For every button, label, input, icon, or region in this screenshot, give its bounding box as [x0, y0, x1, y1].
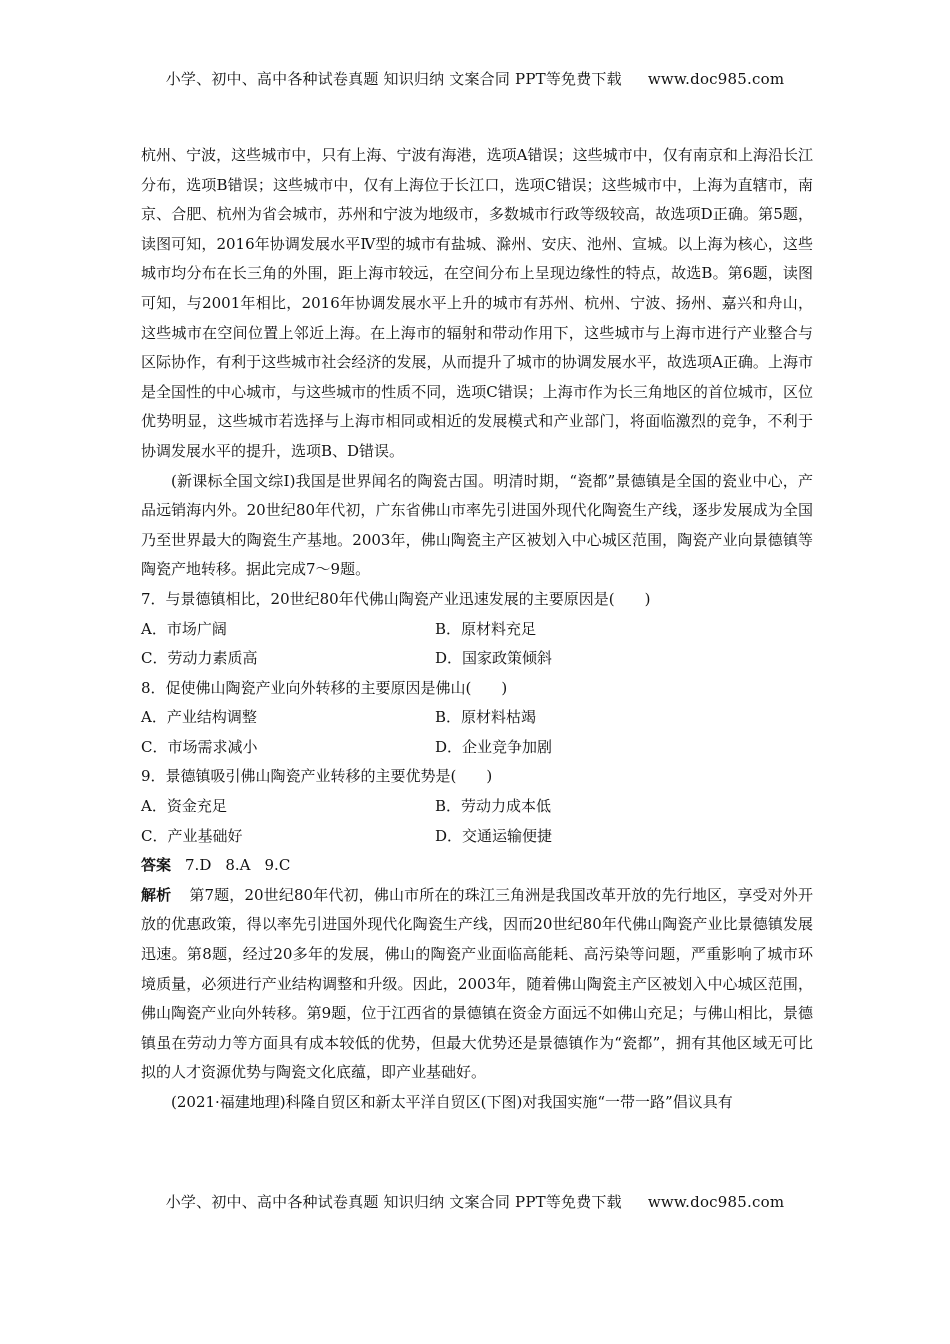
option-b: B．劳动力成本低: [435, 797, 552, 816]
analysis-text: 第7题，20世纪80年代初，佛山市所在的珠江三角洲是我国改革开放的先行地区，享受对外开放的优惠政策，得以率先引进国外现代化陶瓷生产线，因而20世纪80年代佛山陶瓷产业比景德镇发展迅速。第8题，经过20多年的发展，佛山的陶瓷产业面临高能耗、高污染等问题，严重影响了城市环境质量，必须进行产业结构调整和升级。因此，2003年，随着佛山陶瓷主产区被划入中心城区范围，佛山陶瓷产业向外转移。第9题，位于江西省的景德镇在资金方面远不如佛山充足；与佛山相比，景德镇虽在劳动力等方面具有成本较低的优势，但最大优势还是景德镇作为“瓷都”，拥有其他区域无可比拟的人才资源优势与陶瓷文化底蕴，即产业基础好。: [141, 885, 813, 1082]
header-text: 小学、初中、高中各种试卷真题 知识归纳 文案合同 PPT等免费下载: [165, 70, 622, 88]
option-a: A．产业结构调整: [141, 708, 257, 727]
option-row: [141, 703, 813, 733]
question-7: [141, 585, 813, 674]
option-c: C．市场需求减小: [141, 737, 258, 756]
question-stem: 9．景德镇吸引佛山陶瓷产业转移的主要优势是( ): [141, 767, 493, 786]
option-b: B．原材料充足: [435, 619, 537, 638]
answer-item: 7.D: [185, 856, 212, 875]
option-row: [141, 733, 813, 763]
option-c: C．产业基础好: [141, 826, 243, 845]
option-a: A．资金充足: [141, 797, 227, 816]
question-8: [141, 674, 813, 763]
material-paragraph: (新课标全国文综Ⅰ)我国是世界闻名的陶瓷古国。明清时期，“瓷都”景德镇是全国的瓷业中心，产品远销海内外。20世纪80年代初，广东省佛山市率先引进国外现代化陶瓷生产线，逐步发展成为全国乃至世界最大的陶瓷生产基地。2003年，佛山陶瓷主产区被划入中心城区范围，陶瓷产业向景德镇等陶瓷产地转移。据此完成7～9题。: [141, 471, 813, 579]
question-stem: 8．促使佛山陶瓷产业向外转移的主要原因是佛山( ): [141, 678, 508, 697]
option-d: D．交通运输便捷: [435, 826, 553, 845]
option-row: [141, 615, 813, 645]
option-row: [141, 792, 813, 822]
header-site-link[interactable]: www.doc985.com: [647, 70, 785, 88]
next-material-paragraph: (2021·福建地理)科隆自贸区和新太平洋自贸区(下图)对我国实施“一带一路”倡议具有: [171, 1093, 733, 1111]
option-d: D．企业竞争加剧: [435, 737, 553, 756]
footer-site-link[interactable]: www.doc985.com: [647, 1193, 785, 1211]
analysis-paragraph: [141, 881, 813, 1088]
question-9: [141, 762, 813, 851]
answer-item: 9.C: [264, 856, 291, 875]
page-footer: [0, 1191, 950, 1212]
answer-item: 8.A: [225, 856, 251, 875]
page-header: [0, 68, 950, 89]
footer-text: 小学、初中、高中各种试卷真题 知识归纳 文案合同 PPT等免费下载: [165, 1193, 622, 1211]
option-a: A．市场广阔: [141, 619, 227, 638]
answer-line: [141, 851, 813, 881]
option-row: [141, 822, 813, 852]
document-body: [141, 141, 813, 1118]
analysis-continuation: 杭州、宁波，这些城市中，只有上海、宁波有海港，选项A错误；这些城市中，仅有南京和上海沿长江分布，选项B错误；这些城市中，仅有上海位于长江口，选项C错误；这些城市中，上海为直辖市，南京、合肥、杭州为省会城市，苏州和宁波为地级市，多数城市行政等级较高，故选项D正确。第5题，读图可知，2016年协调发展水平Ⅳ型的城市有盐城、滁州、安庆、池州、宣城。以上海为核心，这些城市均分布在长三角的外围，距上海市较远，在空间分布上呈现边缘性的特点，故选B。第6题，读图可知，与2001年相比，2016年协调发展水平上升的城市有苏州、杭州、宁波、扬州、嘉兴和舟山，这些城市在空间位置上邻近上海。在上海市的辐射和带动作用下，这些城市与上海市进行产业整合与区际协作，有利于这些城市社会经济的发展，从而提升了城市的协调发展水平，故选项A正确。上海市是全国性的中心城市，与这些城市的性质不同，选项C错误；上海市作为长三角地区的首位城市，区位优势明显，这些城市若选择与上海市相同或相近的发展模式和产业部门，将面临激烈的竞争，不利于协调发展水平的提升，选项B、D错误。: [141, 146, 813, 460]
answer-label: 答案: [141, 856, 172, 875]
option-row: [141, 644, 813, 674]
option-b: B．原材料枯竭: [435, 708, 537, 727]
analysis-label: 解析: [141, 885, 172, 904]
option-c: C．劳动力素质高: [141, 649, 258, 668]
question-stem: 7．与景德镇相比，20世纪80年代佛山陶瓷产业迅速发展的主要原因是( ): [141, 589, 651, 608]
option-d: D．国家政策倾斜: [435, 649, 553, 668]
